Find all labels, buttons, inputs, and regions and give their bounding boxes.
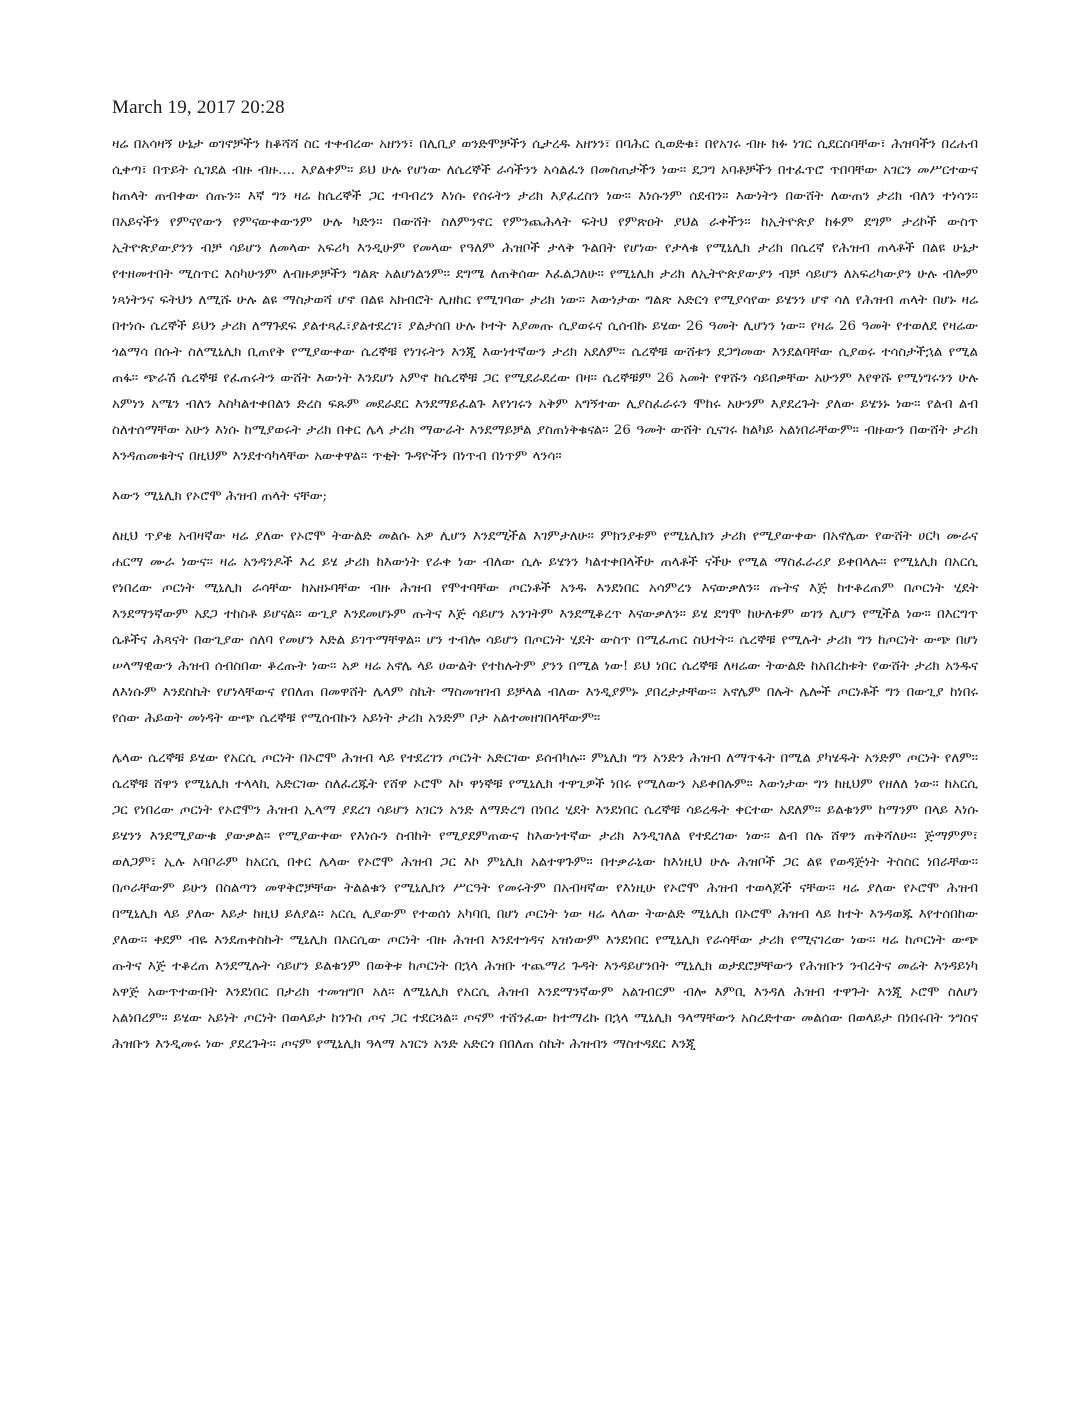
document-date: March 19, 2017 20:28 (112, 97, 285, 118)
paragraph-2: ለዚህ ጥያቄ አብዛኛው ዛሬ ያለው የኦሮሞ ትውልድ መልሱ አዎ ሊሆን እንደሚችል እገምታለሁ፡፡ ምክንያቱም የሚኒሊክን ታሪክ የሚያውቀው በአኖሌው የውሸት ሀርካ ሙራና ሐርማ ሙራ ነውና፡፡ ዛሬ አንዳንዶች እረ ይሄ ታሪክ ከእውነት የራቀ ነው ብለው ሲሉ ይሄንን ካልተቀበላችሁ ጠላቶች ናችሁ የሚል ማስፈራሪያ ይቀበላሉ፡፡ የሚኒሊክ በአርሲ የነበረው ጦርነት ሚኒሊክ ራሳቸው ከአዘኑባቸው ብዙ ሕዝብ የሞተባቸው ጦርነቶች አንዱ እንደነበር አሳምረን እናውቃለን፡፡ ጡትና እጅ ከተቆረጠም በጦርነት ሂደት እንደማንኛውም አደጋ ተከስቶ ይሆናል፡፡ ውጊያ እንደመሆኑም ጡትና እጅ ሳይሆን አንገትም እንደሚቆረጥ እናውቃለን፡፡ ይሄ ደግሞ ከሁለቱም ወገን ሊሆን የሚችል ነው፡፡ በእርግጥ ሴቶችና ሕጻናት በውጊያው ሰለባ የመሆን እድል ይገጥማቸዋል፡፡ ሆን ተብሎ ሳይሆን በጦርነት ሂደት ውስጥ በሚፈጠር ስህተት፡፡ ሴረኞቹ የሚሉት ታሪክ ግን ከጦርነት ውጭ በሆነ ሠላማዊውን ሕዝብ ሰብስበው ቆረጡት ነው፡፡ አዎ ዛሬ አኖሌ ላይ ሀውልት የተከሉትም ያንን በሚል ነው! ይህ ነበር ሴረኞቹ ለዛሬው ትውልድ ከአበረከቱት የውሸት ታሪክ አንዱና ለእነሱም እንደስኬት የሆነላቸውና የበለጠ በመዋሸት ሌላም ስኬት ማስመዝገብ ይቻላል ብለው እንዲያምኑ ያበረታታቸው፡፡ አኖሌም በሉት ሌሎች ጦርነቶች ግን በውጊያ ከነበሩ የሰው ሕይወት መነዳት ውጭ ሴረኞቹ የሚሰብኩን አይነት ታሪክ አንድም ቦታ አልተመዘገበላቸውም፡፡ (112, 529, 978, 726)
document-page (112, 96, 978, 1072)
section-heading: እውን ሚኒሊክ የኦሮሞ ሕዝብ ጠላት ናቸው; (112, 489, 328, 504)
paragraph-3: ሌላው ሴረኞቹ ይሄው የአርሲ ጦርነት በኦሮሞ ሕዝብ ላይ የተደረገን ጦርነት አድርገው ይሰብካሉ፡፡ ምኒሊክ ግን አንድን ሕዝብ ለማጥፋት በሚል ያካሄዱት አንድም ጦርነት የለም፡፡ ሴረኞቹ ሸዋን የሚኒሊክ ተላላኪ አድርገው ስለፈረጁት የሸዋ ኦሮሞ እኮ ዋነኞቹ የሚኒሊክ ተዋጊዎች ነበሩ የሚለውን አይቀበሉም፡፡ እውነታው ግን ከዚህም የዘለለ ነው፡፡ ከአርሲ ጋር የነበረው ጦርነት የኦሮሞን ሕዝብ ኢላማ ያደረገ ሳይሆን አገርን አንድ ለማድረግ በነበረ ሂደት እንደነበር ሴረኞቹ ሳይረዱት ቀርተው አደለም፡፡ ይልቁንም ከማንም በላይ እነሱ ይሄንን እንደሚያውቁ ያውቃል፡፡ የሚያውቀው የእነሱን ስብከት የሚያደምጠውና ከእውነተኛው ታሪክ እንዲገለል የተደረገው ነው፡፡ ልብ በሉ ሸዋን ጠቅሻለሁ፡፡ ጅማምም፣ ወለጋም፣ ኢሉ አባቦራም ከአርሲ በቀር ሌላው የኦሮሞ ሕዝብ ጋር እኮ ምኒሊክ አልተዋጉም፡፡ በተቃራኒው ከእነዚህ ሁሉ ሕዝቦች ጋር ልዩ የወዳጅነት ትስስር ነበራቸው፡፡ በጦራቸውም ይሁን በስልጣን መዋቅሮቻቸው ትልልቁን የሚኒሊክን ሥርዓት የመሩትም በአብዛኛው የእነዚሁ የኦሮሞ ሕዝብ ተወላጆች ናቸው፡፡ ዛሬ ያለው የኦሮሞ ሕዝብ በሚኒሊክ ላይ ያለው እይታ ከዚህ ይለያል፡፡ አርሲ ሊያውም የተወሰነ አካባቢ በሆነ ጦርነት ነው ዛሬ ላለው ትውልድ ሚኒሊክ በኦሮሞ ሕዝብ ላይ ከተት እንዳወጁ እየተሰበከው ያለው፡፡ ቀደም ብዬ እንደጠቀስኩት ሚኒሊክ በአርሲው ጦርነት ብዙ ሕዝብ እንደተጎዳና አዝነውም እንደነበር የሚኒሊክ የራሳቸው ታሪክ የሚናገረው ነው፡፡ ዛሬ ከጦርነት ውጭ ጡትና እጅ ተቆረጠ እንደሚሉት ሳይሆን ይልቁንም በወቅቱ ከጦርነት በኋላ ሕዝቡ ተጨማሪ ጉዳት እንዳይሆንበት ሚኒሊክ ወታደሮቻቸውን የሕዝቡን ንብረትና መሬት እንዳይነካ አዋጅ አውጥተውበት እንደነበር በታሪክ ተመዝግቦ አለ፡፡ ለሚኒሊክ የአርሲ ሕዝብ እንደማንኛውም አልገብርም ብሎ እምቢ እንዳለ ሕዝብ ተዋጉት እንጂ ኦሮሞ ስለሆነ አልነበረም፡፡ ይሄው አይነት ጦርነት በወላይታ ከንጉስ ጦና ጋር ተደርጓል፡፡ ጦናም ተሸንፈው ከተማረኩ በኋላ ሚኒሊክ ዓላማቸውን አስረድተው መልሰው በወላይታ በነበሩበት ንግስና ሕዝቡን እንዲመሩ ነው ያደረጉት፡፡ ጦናም የሚኒሊክ ዓላማ አገርን አንድ አድርጎ በበለጠ ስኬት ሕዝብን ማስተዳደር እንጂ (112, 751, 978, 1052)
paragraph-1: ዛሬ በአሳዛኝ ሁኔታ ወገኖቻችን ከቆሻሻ ስር ተቀብረው አዘንን፣ በሊቢያ ወንድሞቻችን ሲታረዱ አዘንን፣ በባሕር ሲወድቁ፣ በየአገሩ ብዙ ክፉ ነገር ሲደርስባቸው፣ ሕዝባችን በረሐብ ሲቀጣ፣ በጥይት ሲገደል ብዙ ብዙ.... እያልቀም፡፡ ይህ ሁሉ የሆነው ለሴረኞች ራሳችንን አሳልፈን በመስጠታችን ነው፡፡ ደጋግ አባቶቻችን በተፈጥሮ ጥበባቸው አገርን መሥርተውና ከጠላት ጠብቀው ሰጡን፡፡ እኛ ግን ዛሬ ከሴረኞች ጋር ተባብረን እነሱ የሰሩትን ታሪክ እያፈረስን ነው፡፡ እነሱንም ሰደብን፡፡ እውነትን በውሸት ለውጠን ታሪክ ብለን ተነሳን፡፡ በአይናችን የምናየውን የምናውቀውንም ሁሉ ካድን፡፡ በውሸት ስለምንኖር የምንጨሕላት ፍትህ የምጽዐት ያህል ራቀችን፡፡ ከኢትዮጵያ ከፉም ደግም ታሪኮች ውስጥ ኢትዮጵያውያንን ብቻ ሳይሆን ለመላው አፍሪካ እንዲሁም የመላው የዓለም ሕዝቦች ታላቅ ጉልበት የሆነው የታላቁ የሚኒሊክ ታሪክ በሴረኛ የሕዝብ ጠላቶች በልዩ ሁኔታ የተዘመተበት ሚስጥር እስካሁንም ለብዙዎቻችን ግልጽ አልሆነልንም፡፡ ደግሜ ለጠቅሰው እፈልጋለሁ፡፡ የሚኒሊክ ታሪክ ለኢትዮጵያውያን ብቻ ሳይሆን ለአፍሪካውያን ሁሉ ብሎም ነጻነትንና ፍትህን ለሚሹ ሁሉ ልዩ ማስታወሻ ሆኖ በልዩ አክብሮት ሊዘከር የሚገባው ታሪክ ነው፡፡ እውነታው ግልጽ አድርጎ የሚያሳየው ይሄንን ሆኖ ሳለ የሕዝብ ጠላት በሆኑ ዛሬ በተነሱ ሴረኞች ይህን ታሪክ ለማጉደፍ ያልተጻፈ፣ያልተደረገ፣ ያልታሰበ ሁሉ ኮተት እያመጡ ሲያወሩና ሲሰብኩ ይሄው 26 ዓመት ሊሆነን ነው፡፡ የዛሬ 26 ዓመት የተወለደ የዛሬው ጎልማሳ በሱት ስለሚኒሊክ ቢጠየቅ የሚያውቀው ሴረኞቹ የነገሩትን እንጂ እውነተኛውን ታሪክ አደለም፡፡ ሴረኞቹ ውሸቱን ደጋግመው እንደልባቸው ሲያወሩ ተሳስታችኋል የሚል ጠፋ፡፡ ጭራሽ ሴረኞቹ የፈጠሩትን ውሸት እውነት እንደሆነ አምኖ ከሴረኞቹ ጋር የሚደራደረው በዛ፡፡ ሴረኞቹም 26 አመት የዋሹን ሳይበቃቸው አሁንም እየዋሹ የሚነግሩንን ሁሉ አምነን አሜን ብለን እስካልተቀበልን ድረስ ፍጹም መደራደር እንደማይፈልጉ እየነገሩን አቅም አግኝተው ሊያስፈራሩን ሞከሩ አሁንም እያደረጉት ያለው ይሄንኑ ነው፡፡ የልብ ልብ ስለተሰማቸው አሁን እነሱ ከሚያወሩት ታሪክ በቀር ሌላ ታሪክ ማውራት እንደማይቻል ያስጠነቅቁናል፡፡ 26 ዓመት ውሸት ሲናገሩ ከልካይ አልነበራቸውም፡፡ ብዙውን በውሸት ታሪክ እንዳጠመቁትና በዚህም እንደተሳካላቸው አውቀዋል፡፡ ጥቂት ጉዳዮችን በነጥብ በነጥም ላንሳ፡፡ (112, 137, 978, 464)
